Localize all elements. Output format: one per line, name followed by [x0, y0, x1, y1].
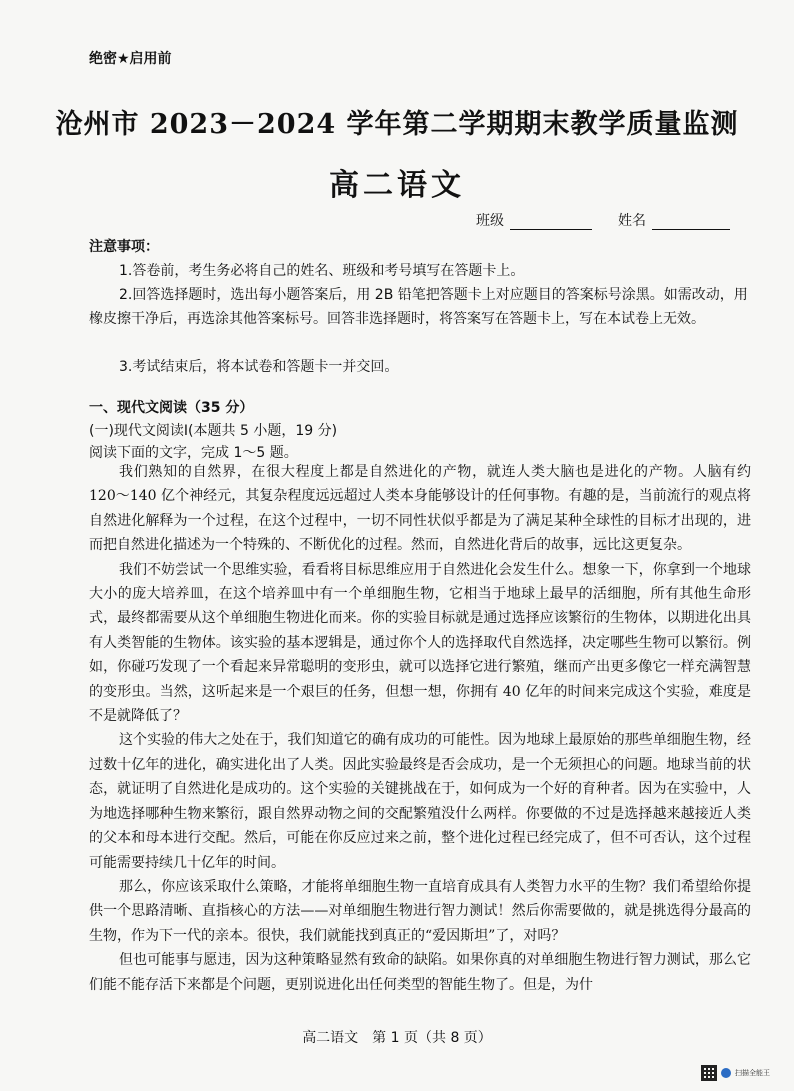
- scanner-watermark: [701, 1065, 770, 1081]
- notice-item-2: 2.回答选择题时，选出每小题答案后，用 2B 铅笔把答题卡上对应题目的答案标号涂黑。如需改动，用橡皮擦干净后，再选涂其他答案标号。回答非选择题时，将答案写在答题卡上，写在本试卷上无效。: [89, 287, 748, 327]
- passage-paragraph: 这个实验的伟大之处在于，我们知道它的确有成功的可能性。因为地球上最原始的那些单细胞生物，经过数十亿年的进化，确实进化出了人类。因此实验最终是否会成功，是一个无须担心的问题。地球当前的状态，就证明了自然进化是成功的。这个实验的关键挑战在于，如何成为一个好的育种者。因为在实验中，人为地选择哪种生物来繁衍，跟自然界动物之间的交配繁殖没什么两样。你要做的不过是选择越来越接近人类的父本和母本进行交配。然后，可能在你反应过来之前，整个进化过程已经完成了，但不可否认，这个过程可能需要持续几十亿年的时间。: [89, 732, 751, 871]
- reading-passage: [89, 460, 751, 997]
- subject-title: 高二语文: [329, 168, 465, 203]
- section-instruction: 阅读下面的文字，完成 1～5 题。: [89, 445, 298, 461]
- watermark-text: 扫描全能王: [735, 1069, 770, 1077]
- notice-heading: 注意事项：: [89, 239, 159, 255]
- passage-paragraph: 但也可能事与愿违，因为这种策略显然有致命的缺陷。如果你真的对单细胞生物进行智力测试，那么它们能不能存活下来都是个问题，更别说进化出任何类型的智能生物了。但是，为什: [89, 952, 751, 993]
- passage-paragraph: 我们熟知的自然界，在很大程度上都是自然进化的产物，就连人类大脑也是进化的产物。人脑有约 120～140 亿个神经元，其复杂程度远远超过人类本身能够设计的任何事物。有趣的是，当前流行的观点将自然进化解释为一个过程，在这个过程中，一切不同性状似乎都是为了满足某种全球性的目标才出现的，进而把自然进化描述为一个特殊的、不断优化的过程。然而，自然进化背后的故事，远比这更复杂。: [89, 464, 751, 554]
- scanner-logo-icon: [721, 1068, 731, 1078]
- class-label: 班级: [476, 213, 504, 229]
- notice-item-1: 1.答卷前，考生务必将自己的姓名、班级和考号填写在答题卡上。: [119, 263, 525, 279]
- section-subheading: (一)现代文阅读Ⅰ(本题共 5 小题，19 分): [89, 423, 338, 439]
- secret-mark: 绝密★启用前: [89, 51, 172, 67]
- class-blank: [510, 215, 592, 230]
- section-heading: 一、现代文阅读（35 分）: [89, 400, 254, 416]
- student-info-fields: [476, 210, 730, 230]
- passage-paragraph: 那么，你应该采取什么策略，才能将单细胞生物一直培育成具有人类智力水平的生物？我们希望给你提供一个思路清晰、直指核心的方法——对单细胞生物进行智力测试！然后你需要做的，就是挑选得分最高的生物，作为下一代的亲本。很快，我们就能找到真正的“爱因斯坦”了，对吗？: [89, 878, 751, 944]
- name-label: 姓名: [618, 213, 646, 229]
- name-blank: [652, 215, 730, 230]
- qr-code-icon: [701, 1065, 717, 1081]
- exam-title: 沧州市 2023－2024 学年第二学期期末教学质量监测: [55, 109, 739, 140]
- passage-paragraph: 我们不妨尝试一个思维实验，看看将目标思维应用于自然进化会发生什么。想象一下，你拿到一个地球大小的庞大培养皿，在这个培养皿中有一个单细胞生物，它相当于地球上最早的活细胞，所有其他生命形式，最终都需要从这个单细胞生物进化而来。你的实验目标就是通过选择应该繁衍的生物体，以期进化出具有人类智能的生物体。该实验的基本逻辑是，通过你个人的选择取代自然选择，决定哪些生物可以繁衍。例如，你碰巧发现了一个看起来异常聪明的变形虫，就可以选择它进行繁殖，继而产出更多像它一样充满智慧的变形虫。当然，这听起来是一个艰巨的任务，但想一想，你拥有 40 亿年的时间来完成这个实验，难度是不是就降低了？: [89, 561, 751, 725]
- notice-item-3: 3.考试结束后，将本试卷和答题卡一并交回。: [119, 359, 399, 375]
- page-footer: 高二语文 第 1 页（共 8 页）: [302, 1030, 492, 1046]
